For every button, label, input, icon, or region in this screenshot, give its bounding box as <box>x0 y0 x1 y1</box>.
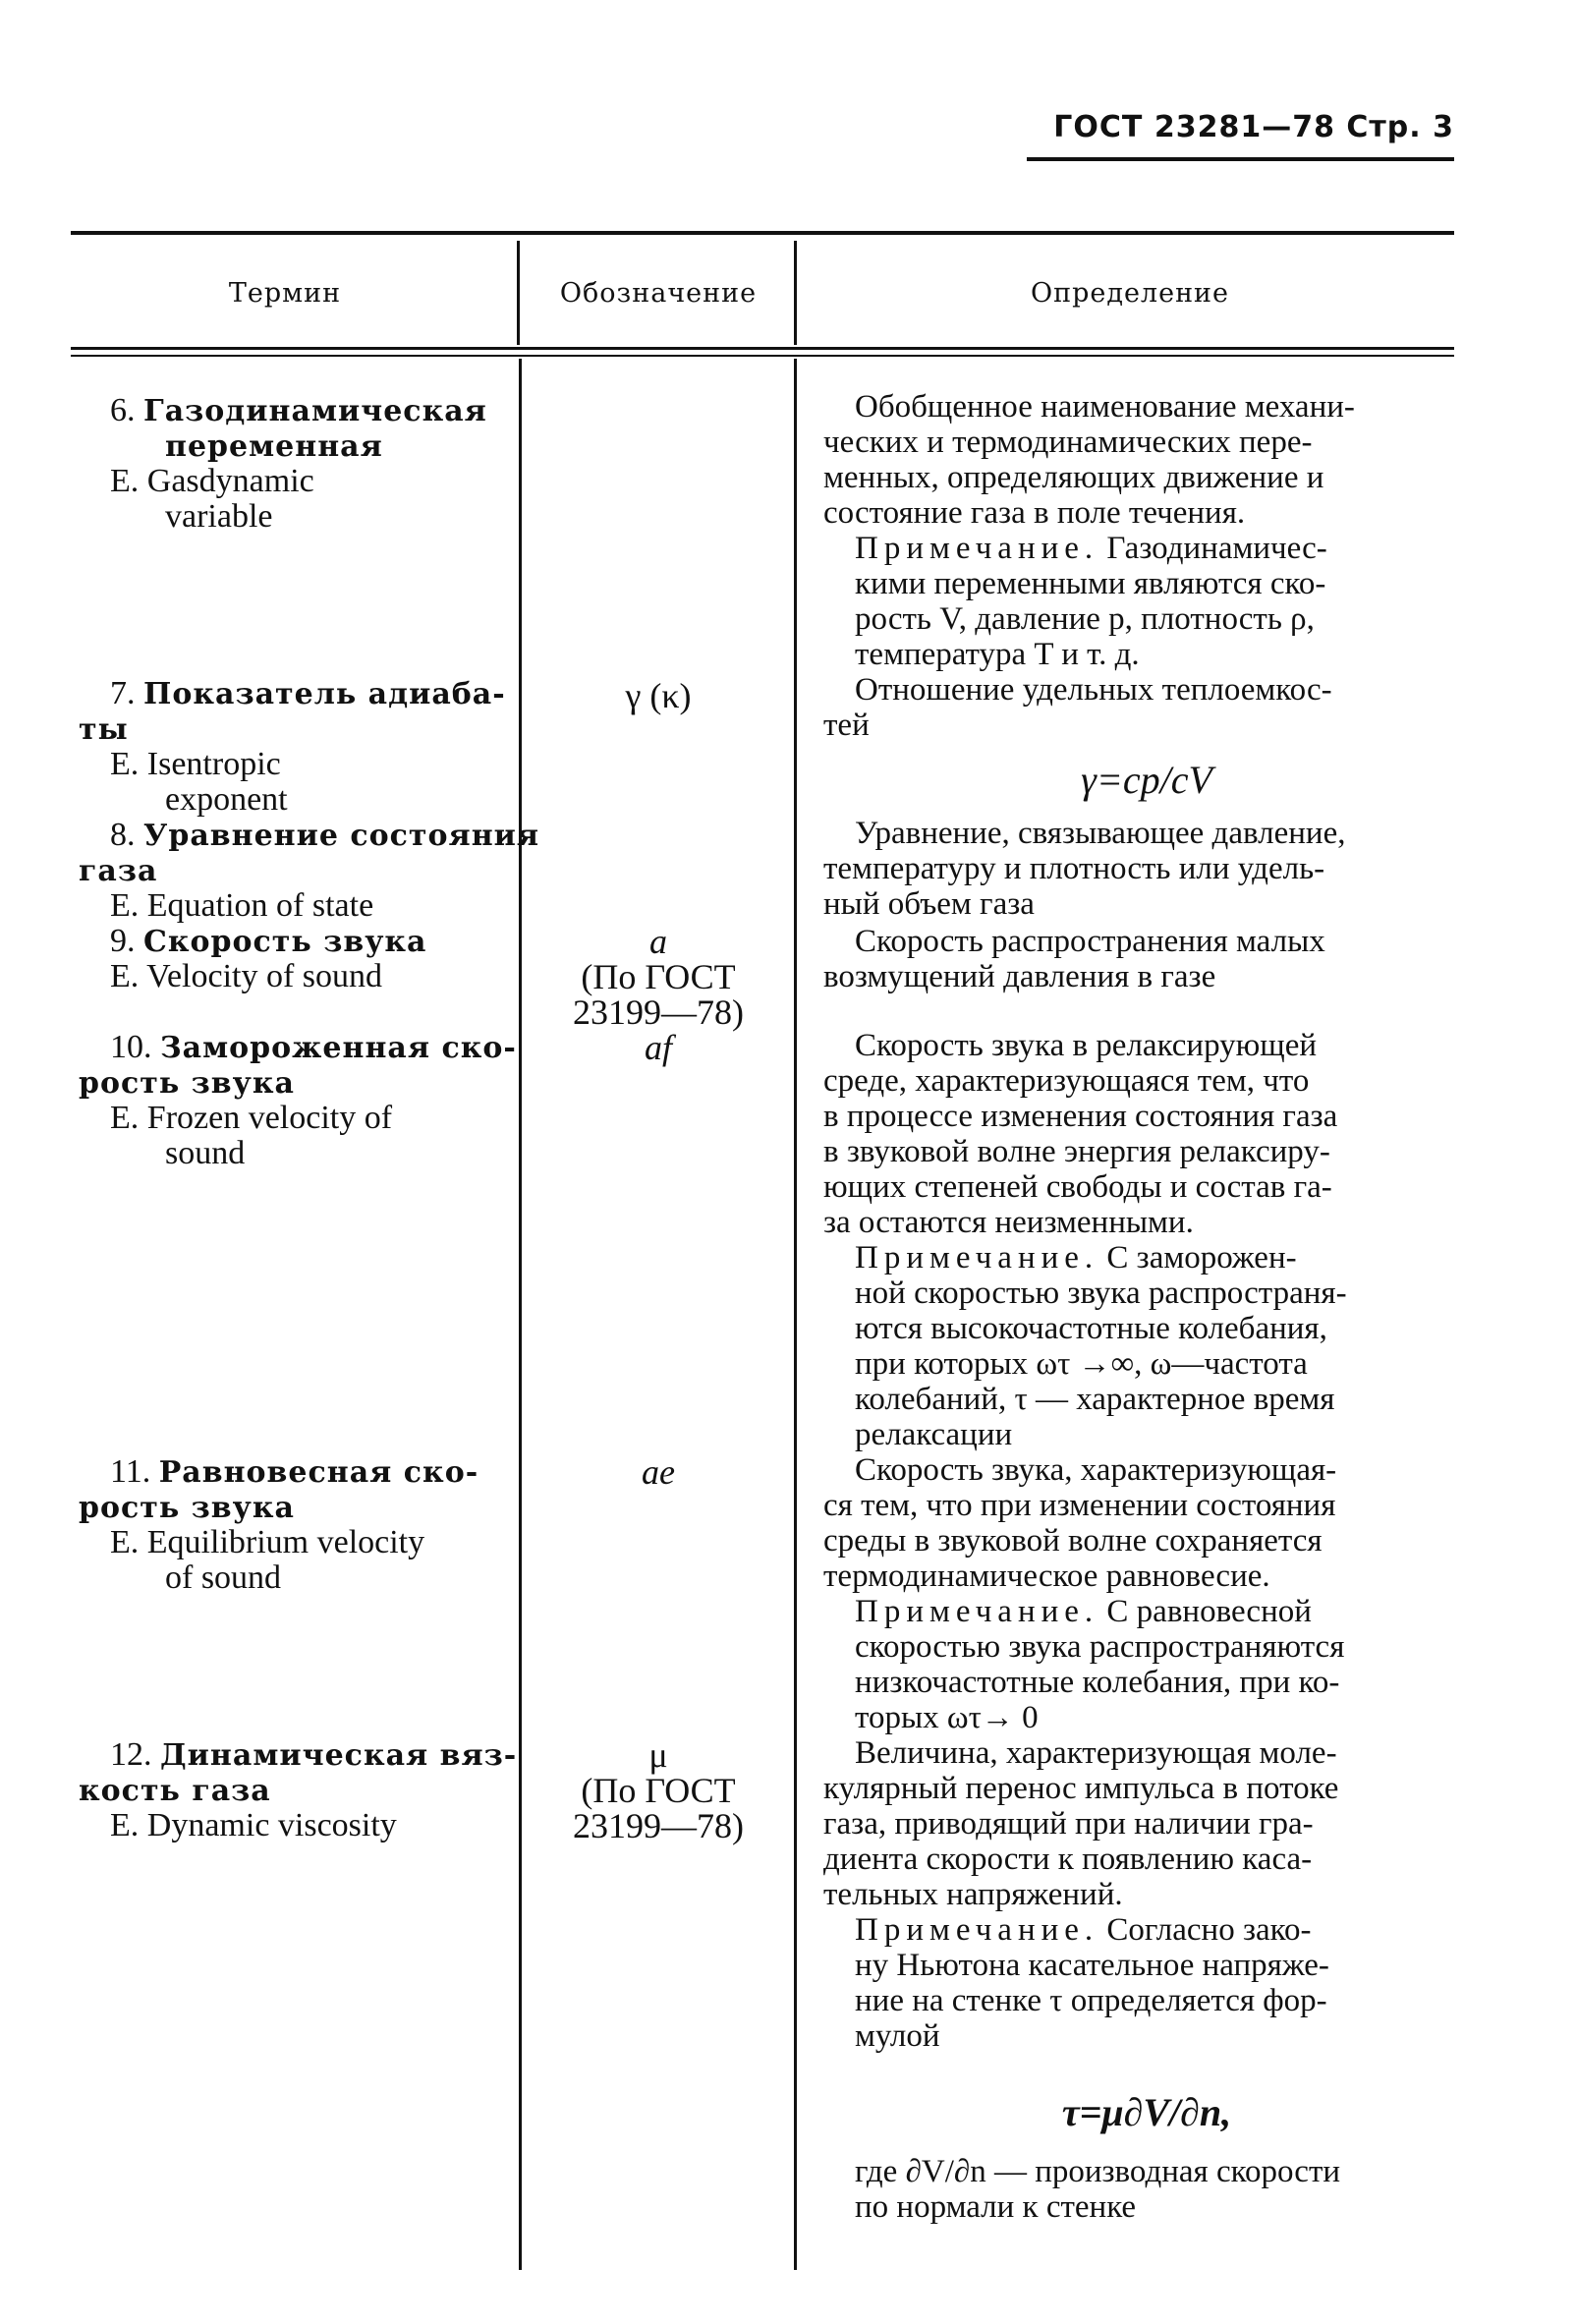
term-en-12 <box>110 1808 397 1844</box>
symbol-ref: (По ГОСТ <box>581 957 736 996</box>
english-label: E. <box>110 463 140 499</box>
english-term-cont: exponent <box>165 781 288 818</box>
english-label: E. <box>110 1807 140 1843</box>
english-term-cont: variable <box>165 498 273 535</box>
definition-8 <box>823 816 1470 922</box>
term-number: 9. <box>110 923 136 959</box>
definition-12-after <box>855 2154 1470 2225</box>
term-12 <box>110 1737 517 1775</box>
note-line: рость V, давление p, плотность ρ, <box>855 601 1315 637</box>
english-term: Isentropic <box>146 746 281 782</box>
definition-line: Скорость звука в релаксирующей <box>855 1028 1318 1063</box>
english-term: Dynamic viscosity <box>146 1807 397 1843</box>
definition-9 <box>823 924 1470 994</box>
term-title-cont: переменная <box>165 429 383 464</box>
definition-line: в звуковой волне энергия релаксиру- <box>823 1134 1330 1169</box>
definition-line: Уравнение, связывающее давление, <box>855 816 1346 851</box>
definition-line: менных, определяющих движение и <box>823 460 1324 495</box>
definition-line: возмущений давления в газе <box>823 959 1216 994</box>
symbol-ae: ae <box>642 1452 675 1492</box>
term-title-cont: кость газа <box>79 1774 271 1808</box>
note-line: ной скоростью звука распространя- <box>855 1275 1347 1311</box>
column-divider-2 <box>794 359 797 2270</box>
term-title: Замороженная ско- <box>160 1031 517 1065</box>
definition-line: ческих и термодинамических пере- <box>823 425 1313 460</box>
term-title-cont: рость звука <box>79 1066 295 1101</box>
note-line: торых ωτ→ 0 <box>855 1700 1039 1735</box>
term-number: 10. <box>110 1029 152 1065</box>
definition-line: ся тем, что при изменении состояния <box>823 1488 1336 1523</box>
definition-12 <box>823 1735 1470 2054</box>
definition-7 <box>823 672 1470 743</box>
term-en-9 <box>110 959 382 995</box>
term-title: Равновесная ско- <box>158 1455 479 1490</box>
definition-line: среды в звуковой волне сохраняется <box>823 1523 1323 1559</box>
note-line: Примечание. С равновесной <box>855 1594 1312 1629</box>
term-10 <box>110 1030 517 1067</box>
symbol-gamma: γ (κ) <box>625 676 692 715</box>
definition-line: в процессе изменения состояния газа <box>823 1099 1338 1134</box>
term-8 <box>110 818 539 855</box>
symbol-af: af <box>644 1028 672 1067</box>
formula-gamma: γ=cp/cV <box>1081 758 1212 802</box>
term-en-7 <box>110 747 281 783</box>
term-title-cont: ты <box>79 712 129 747</box>
definition-line: за остаются неизменными. <box>823 1205 1194 1240</box>
term-en-11 <box>110 1525 424 1561</box>
definition-line: среде, характеризующаяся тем, что <box>823 1063 1310 1099</box>
definition-line: тельных напряжений. <box>823 1877 1123 1912</box>
term-title: Газодинамическая <box>143 394 487 428</box>
definition-line: состояние газа в поле течения. <box>823 495 1246 531</box>
term-number: 7. <box>110 675 136 711</box>
definition-line: Скорость звука, характеризующая- <box>855 1452 1337 1488</box>
header-bottom-rule-2 <box>71 355 1454 357</box>
term-number: 11. <box>110 1453 151 1490</box>
note-line: колебаний, τ — характерное время <box>855 1382 1335 1417</box>
definition-line: кулярный перенос импульса в потоке <box>823 1771 1339 1806</box>
note-line: Примечание. Согласно зако- <box>855 1912 1312 1948</box>
symbol-ref-cont: 23199—78) <box>573 992 744 1032</box>
note-line: при которых ωτ →∞, ω—частота <box>855 1346 1308 1382</box>
column-divider-1 <box>519 359 522 2270</box>
english-term: Velocity of sound <box>146 958 383 994</box>
note-line: релаксации <box>855 1417 1013 1452</box>
table-top-rule <box>71 231 1454 235</box>
term-title: Уравнение состояния <box>143 819 540 853</box>
english-term: Gasdynamic <box>146 463 314 499</box>
english-term-cont: of sound <box>165 1559 282 1596</box>
term-title-cont: газа <box>79 854 158 888</box>
definition-10 <box>823 1028 1470 1452</box>
column-divider-1-head <box>517 241 520 345</box>
definition-line: Обобщенное наименование механи- <box>855 389 1355 425</box>
term-en-8 <box>110 888 373 925</box>
term-9 <box>110 924 427 961</box>
symbol-mu: μ <box>648 1735 668 1775</box>
term-7 <box>110 676 506 713</box>
english-label: E. <box>110 1524 140 1560</box>
definition-line: газа, приводящий при наличии гра- <box>823 1806 1314 1842</box>
english-term: Equilibrium velocity <box>146 1524 425 1560</box>
term-title: Скорость звука <box>143 925 427 959</box>
term-title: Показатель адиаба- <box>143 677 506 711</box>
formula-tau: τ=μ∂V/∂n, <box>1061 2090 1232 2134</box>
definition-line: Величина, характеризующая моле- <box>855 1735 1337 1771</box>
note-label: Примечание. <box>855 531 1099 566</box>
note-line: низкочастотные колебания, при ко- <box>855 1665 1340 1700</box>
note-line: Примечание. Газодинамичес- <box>855 531 1327 566</box>
definition-6 <box>823 389 1470 672</box>
note-label: Примечание. <box>855 1594 1099 1629</box>
definition-line: диента скорости к появлению каса- <box>823 1842 1313 1877</box>
header-rule <box>1027 157 1454 161</box>
column-divider-2-head <box>794 241 797 345</box>
term-en-10 <box>110 1101 392 1137</box>
column-header-symbol: Обозначение <box>559 278 758 309</box>
term-number: 8. <box>110 817 136 853</box>
term-number: 12. <box>110 1736 152 1773</box>
english-label: E. <box>110 746 140 782</box>
note-line: ются высокочастотные колебания, <box>855 1311 1327 1346</box>
symbol-a: a <box>649 922 667 961</box>
note-line: кими переменными являются ско- <box>855 566 1326 601</box>
term-title-cont: рость звука <box>79 1491 295 1525</box>
note-line: ну Ньютона касательное напряже- <box>855 1948 1329 1983</box>
symbol-ref: (По ГОСТ <box>581 1771 736 1810</box>
note-label: Примечание. <box>855 1240 1099 1275</box>
column-header-term: Термин <box>228 278 342 309</box>
note-label: Примечание. <box>855 1912 1099 1948</box>
definition-line: термодинамическое равновесие. <box>823 1559 1270 1594</box>
english-term: Frozen velocity of <box>146 1100 393 1136</box>
page-header: ГОСТ 23281—78 Стр. 3 <box>1053 110 1454 144</box>
english-term-cont: sound <box>165 1135 246 1171</box>
definition-11 <box>823 1452 1470 1735</box>
definition-line: где ∂V/∂n — производная скорости <box>855 2154 1341 2189</box>
definition-line: температуру и плотность или удель- <box>823 851 1325 886</box>
header-bottom-rule <box>71 347 1454 350</box>
term-en-6 <box>110 464 314 500</box>
note-line: Примечание. С заморожен- <box>855 1240 1297 1275</box>
term-6 <box>110 393 487 430</box>
definition-line: Отношение удельных теплоемкос- <box>855 672 1332 708</box>
term-title: Динамическая вяз- <box>160 1738 518 1773</box>
note-line: мулой <box>855 2018 940 2054</box>
definition-line: ный объем газа <box>823 886 1035 922</box>
definition-line: Скорость распространения малых <box>855 924 1325 959</box>
definition-line: по нормали к стенке <box>855 2189 1137 2225</box>
note-line: скоростью звука распространяются <box>855 1629 1345 1665</box>
english-label: E. <box>110 958 140 994</box>
definition-line: тей <box>823 708 870 743</box>
term-number: 6. <box>110 392 136 428</box>
symbol-ref-cont: 23199—78) <box>573 1806 744 1845</box>
definition-line: ющих степеней свободы и состав га- <box>823 1169 1332 1205</box>
term-11 <box>110 1454 478 1492</box>
english-label: E. <box>110 887 140 924</box>
note-line: ние на стенке τ определяется фор- <box>855 1983 1327 2018</box>
note-line: температура T и т. д. <box>855 637 1140 672</box>
english-label: E. <box>110 1100 140 1136</box>
english-term: Equation of state <box>146 887 374 924</box>
column-header-definition: Определение <box>1030 278 1230 309</box>
